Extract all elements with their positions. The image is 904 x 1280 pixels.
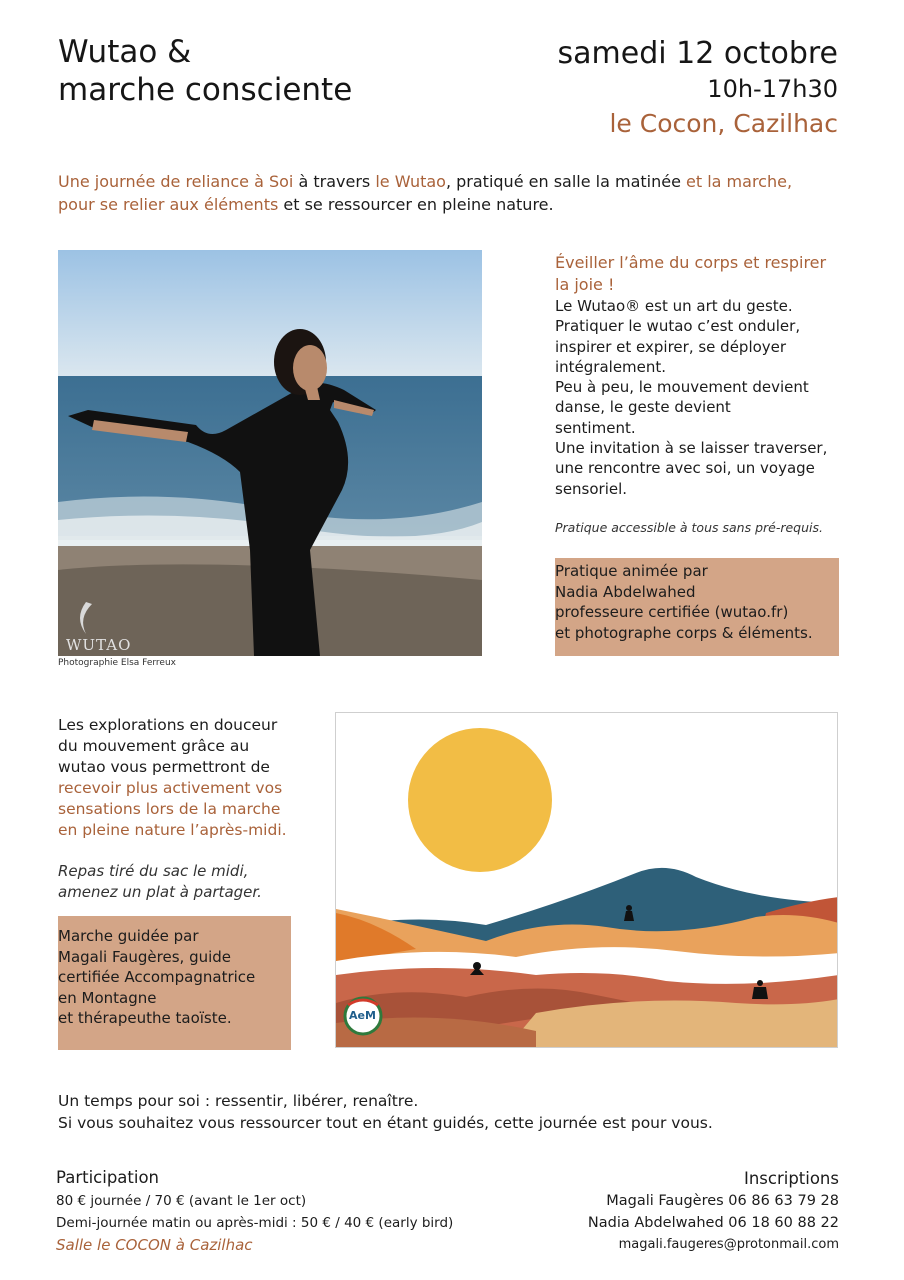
nadia-line: professeure certifiée (wutao.fr): [555, 603, 789, 621]
participation-heading: Participation: [56, 1168, 160, 1187]
event-place: le Cocon, Cazilhac: [609, 109, 838, 138]
intro-part: à travers: [293, 172, 376, 191]
aem-badge-text: AeM: [349, 1009, 376, 1022]
meal-note: [58, 861, 262, 903]
closing-paragraph: [58, 1090, 713, 1134]
description-line: sensoriel.: [555, 479, 628, 498]
event-time: 10h-17h30: [707, 75, 838, 103]
title-line-2: marche consciente: [58, 71, 353, 108]
photo-credit: Photographie Elsa Ferreux: [58, 658, 177, 668]
contact-email: magali.faugeres@protonmail.com: [618, 1237, 839, 1252]
meal-line: amenez un plat à partager.: [58, 883, 262, 901]
price-line: Demi-journée matin ou après-midi : 50 € / 40 € (early bird): [56, 1215, 454, 1231]
description-line: intégralement.: [555, 357, 667, 376]
magali-info-box: [58, 916, 291, 1050]
wutao-heading-line-2: la joie !: [555, 275, 615, 294]
wutao-photo: [58, 250, 482, 656]
event-title: [58, 34, 352, 110]
description-line: Une invitation à se laisser traverser,: [555, 439, 828, 458]
intro-paragraph: [58, 171, 848, 216]
intro-part: et se ressourcer en pleine nature.: [278, 194, 554, 214]
wutao-description: [555, 252, 855, 499]
participation-details: [56, 1190, 453, 1256]
landscape-illustration: [335, 712, 838, 1048]
description-line: danse, le geste devient: [555, 398, 731, 417]
wutao-heading-line-1: Éveiller l’âme du corps et respirer: [555, 253, 827, 272]
beach-photo-illustration: [58, 250, 482, 656]
magali-line: et thérapeuthe taoïste.: [58, 1009, 232, 1027]
meal-line: Repas tiré du sac le midi,: [58, 862, 249, 880]
magali-line: Magali Faugères, guide: [58, 947, 232, 966]
intro-part: le Wutao: [375, 172, 446, 191]
event-date: samedi 12 octobre: [557, 36, 838, 71]
intro-part: , pratiqué en salle la matinée: [445, 172, 687, 191]
magali-line: en Montagne: [58, 988, 157, 1007]
sun-shape: [408, 728, 552, 872]
description-line: sentiment.: [555, 418, 636, 437]
closing-line: Un temps pour soi : ressentir, libérer, renaître.: [58, 1092, 419, 1110]
intro-part: Une journée de reliance à Soi: [58, 172, 294, 191]
event-date-block: [558, 36, 838, 142]
intro-part: et la marche,: [686, 172, 793, 191]
closing-line: Si vous souhaitez vous ressourcer tout en étant guidés, cette journée est pour vous.: [58, 1114, 713, 1132]
nadia-line: Pratique animée par: [555, 562, 708, 580]
inscriptions-heading: Inscriptions: [743, 1169, 839, 1188]
venue-line: Salle le COCON à Cazilhac: [56, 1236, 253, 1254]
explorations-line: Les explorations en douceur: [58, 716, 278, 734]
magali-line: Marche guidée par: [58, 927, 199, 945]
price-line: 80 € journée / 70 € (avant le 1er oct): [56, 1193, 307, 1209]
nadia-name: Nadia Abdelwahed: [555, 582, 696, 601]
explorations-line: en pleine nature l’après-midi.: [58, 821, 287, 839]
contact-magali: Magali Faugères 06 86 63 79 28: [606, 1193, 839, 1209]
explorations-paragraph: [58, 715, 308, 841]
explorations-line: sensations lors de la marche: [58, 800, 281, 818]
intro-part: pour se relier aux éléments: [58, 194, 279, 214]
contact-nadia: Nadia Abdelwahed 06 18 60 88 22: [587, 1215, 839, 1231]
description-line: Peu à peu, le mouvement devient: [555, 378, 809, 397]
explorations-line: recevoir plus activement vos: [58, 779, 283, 797]
wutao-logo-text: WUTAO: [66, 636, 132, 654]
nadia-line: et photographe corps & éléments.: [555, 623, 813, 642]
explorations-line: du mouvement grâce au: [58, 737, 250, 755]
mountain-sun-illustration: [336, 713, 838, 1048]
magali-line: certifiée Accompagnatrice: [58, 968, 256, 986]
description-line: inspirer et expirer, se déployer: [555, 337, 787, 356]
description-line: Le Wutao® est un art du geste.: [555, 297, 793, 315]
description-line: une rencontre avec soi, un voyage: [555, 459, 815, 478]
explorations-line: wutao vous permettront de: [58, 758, 270, 776]
inscriptions-block: [588, 1168, 839, 1256]
nadia-info-box: [555, 558, 839, 656]
title-line-1: Wutao &: [58, 34, 192, 70]
accessibility-note: Pratique accessible à tous sans pré-requis.: [555, 520, 823, 535]
description-line: Pratiquer le wutao c’est onduler,: [555, 317, 801, 336]
